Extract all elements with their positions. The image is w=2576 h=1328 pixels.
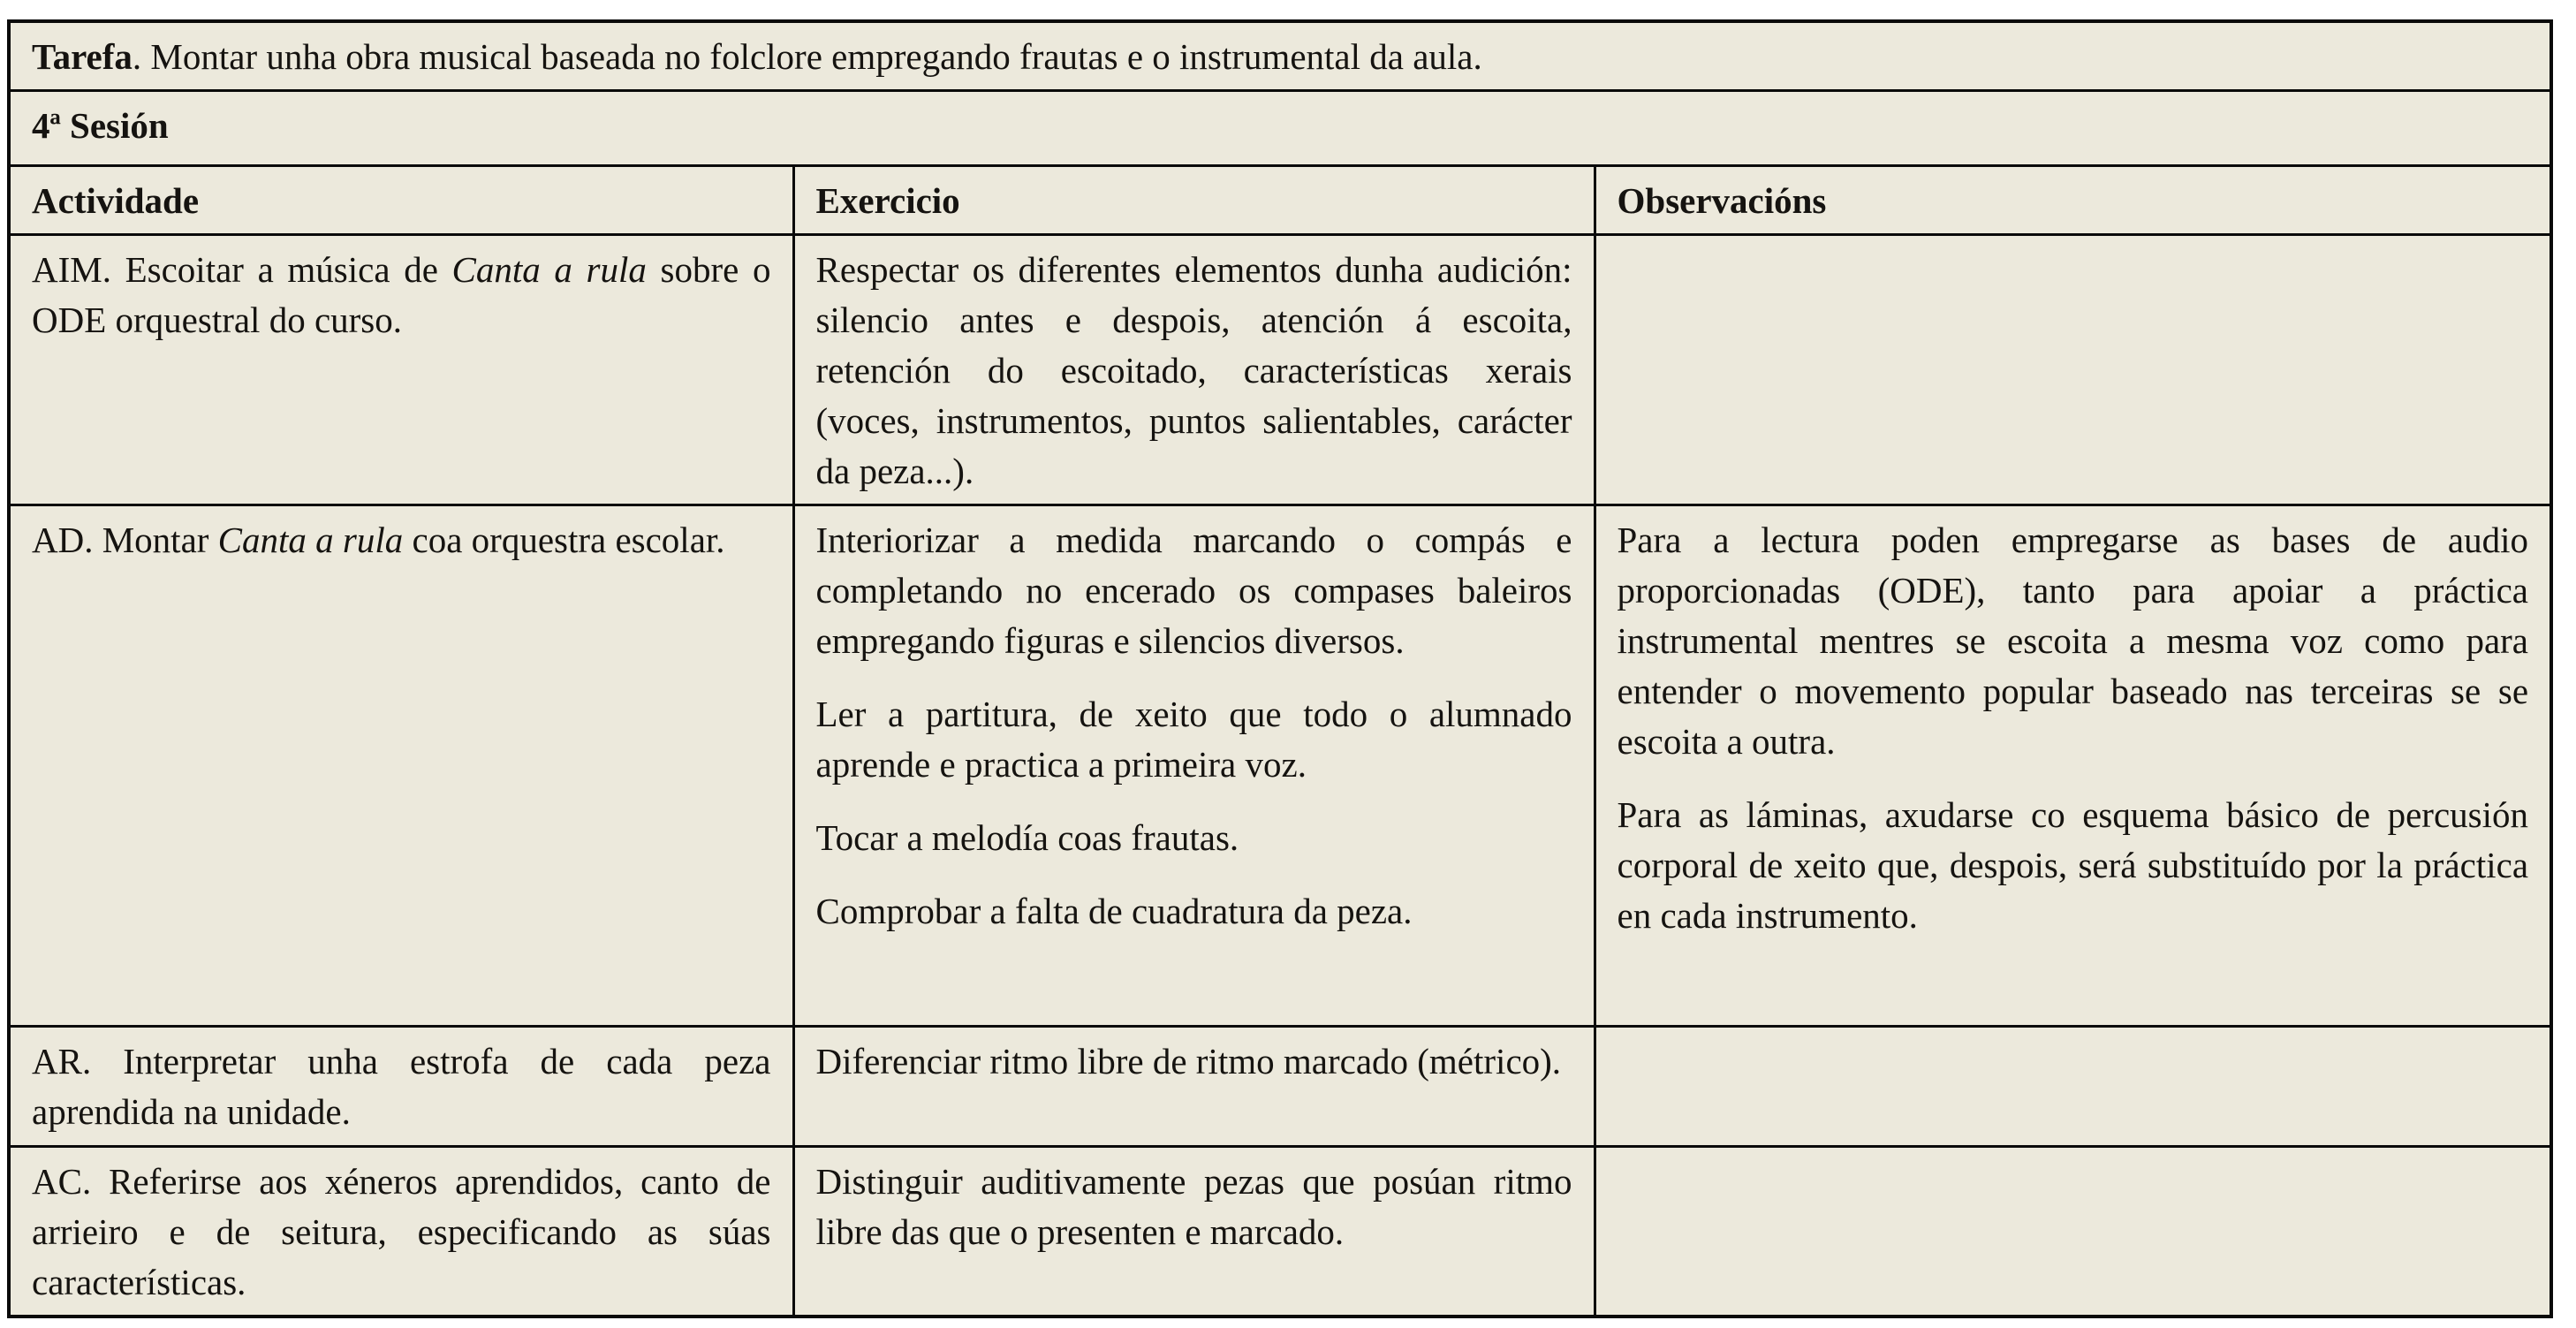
- table-row-ad: [9, 505, 2551, 1027]
- paragraph: Diferenciar ritmo libre de ritmo marcado (métrico).: [815, 1041, 1562, 1081]
- tarefa-label: Tarefa: [32, 36, 133, 77]
- header-observacions: Observacións: [1595, 166, 2551, 235]
- actividade-text: AD. Montar: [32, 520, 218, 560]
- header-exercicio: Exercicio: [793, 166, 1595, 235]
- lesson-plan-table: [7, 19, 2553, 1318]
- tarefa-text: . Montar unha obra musical baseada no folclore empregando frautas e o instrumental da aula.: [132, 36, 1482, 77]
- actividade-text: sobre o ODE orquestral do curso.: [32, 249, 771, 340]
- ad-observacions-cell: [1595, 505, 2551, 1027]
- paragraph: Distinguir auditivamente pezas que posúan ritmo libre das que o presenten e marcado.: [815, 1161, 1572, 1252]
- table-row-ar: [9, 1027, 2551, 1147]
- paragraph: Comprobar a falta de cuadratura da peza.: [815, 891, 1413, 931]
- ac-observacions-cell: [1595, 1147, 2551, 1317]
- session-row: [9, 91, 2551, 166]
- table-row-ac: [9, 1147, 2551, 1317]
- paragraph: Para a lectura poden empregarse as bases de audio proporcionadas (ODE), tanto para apoiar a práctica instrumental mentres se escoita a mesma voz como para entender o movemento popular baseado nas terceiras se se escoita a outra.: [1617, 520, 2529, 762]
- paragraph: [32, 515, 771, 565]
- ac-exercicio-cell: [793, 1147, 1595, 1317]
- actividade-text: AIM. Escoitar a música de: [32, 249, 452, 290]
- aim-actividade-cell: [9, 235, 793, 505]
- paragraph: Ler a partitura, de xeito que todo o alumnado aprende e practica a primeira voz.: [815, 694, 1572, 785]
- paragraph: Para as láminas, axudarse co esquema básico de percusión corporal de xeito que, despois, será substituído por la práctica en cada instrumento.: [1617, 794, 2529, 936]
- paragraph: Interiorizar a medida marcando o compás e completando no encerado os compases baleiros empregando figuras e silencios diversos.: [815, 520, 1572, 661]
- ad-actividade-cell: [9, 505, 793, 1027]
- actividade-text: coa orquestra escolar.: [403, 520, 725, 560]
- session-cell: 4ª Sesión: [9, 91, 2551, 166]
- paragraph: [32, 245, 771, 345]
- paragraph: AR. Interpretar unha estrofa de cada peza aprendida na unidade.: [32, 1041, 771, 1132]
- ad-exercicio-cell: [793, 505, 1595, 1027]
- ac-actividade-cell: [9, 1147, 793, 1317]
- actividade-italic-title: Canta a rula: [451, 249, 647, 290]
- ar-actividade-cell: [9, 1027, 793, 1147]
- aim-observacions-cell: [1595, 235, 2551, 505]
- ar-observacions-cell: [1595, 1027, 2551, 1147]
- actividade-italic-title: Canta a rula: [217, 520, 404, 560]
- aim-exercicio-cell: [793, 235, 1595, 505]
- paragraph: Respectar os diferentes elementos dunha audición: silencio antes e despois, atención á escoita, retención do escoitado, características xerais (voces, instrumentos, puntos salientables, carácter da peza...).: [815, 249, 1572, 491]
- ar-exercicio-cell: [793, 1027, 1595, 1147]
- paragraph: AC. Referirse aos xéneros aprendidos, canto de arrieiro e de seitura, especificando as súas características.: [32, 1161, 771, 1302]
- column-header-row: [9, 166, 2551, 235]
- tarefa-cell: [9, 21, 2551, 91]
- table-row-aim: [9, 235, 2551, 505]
- tarefa-row: [9, 21, 2551, 91]
- header-actividade: Actividade: [9, 166, 793, 235]
- paragraph: Tocar a melodía coas frautas.: [815, 817, 1239, 858]
